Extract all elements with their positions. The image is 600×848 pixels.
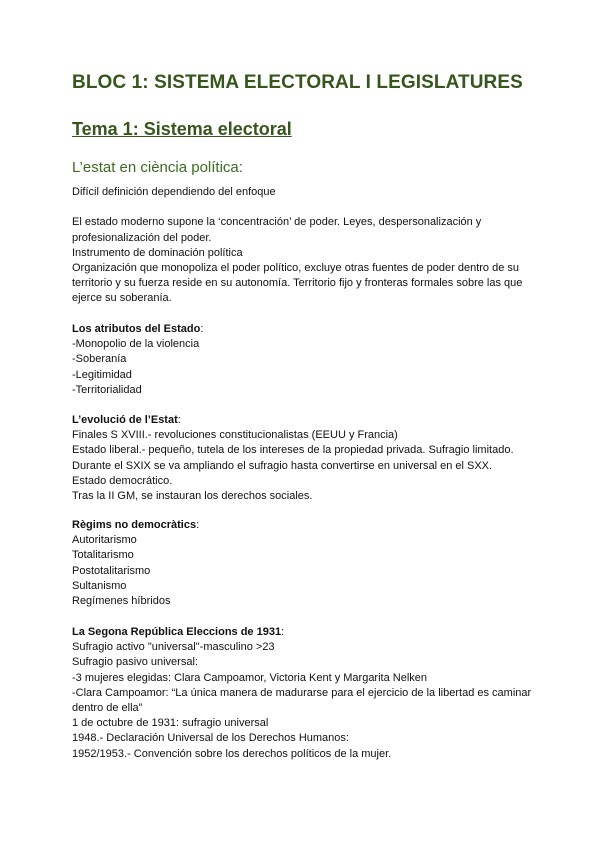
section-heading: L’evolució de l’Estat: [72,414,181,426]
list-item: 1 de octubre de 1931: sufragio universal [72,717,269,730]
list-item: Autoritarismo [72,534,137,547]
atributos-section [72,322,542,398]
regims-section [72,518,542,609]
list-item: 1952/1953.- Convención sobre los derechos políticos de la mujer. [72,747,392,760]
list-item: Totalitarismo [72,549,134,562]
list-item: 1948.- Declaración Universal de los Derechos Humanos: [72,732,349,745]
intro-line: Instrumento de dominación política [72,246,243,259]
section-heading: Règims no democràtics: [72,519,200,531]
list-item: Sufragio pasivo universal: [72,656,198,669]
list-item: Postotalitarismo [72,564,151,577]
list-item: Regímenes híbridos [72,595,171,608]
list-item: -Legitimidad [72,368,132,381]
list-item: Finales S XVIII.- revoluciones constitucionalistas (EEUU y Francia) [72,429,398,442]
section-heading: La Segona República Eleccions de 1931: [72,626,285,638]
list-item: -Monopolio de la violencia [72,338,200,351]
list-item: Durante el SXIX se va ampliando el sufragio hasta convertirse en universal en el SXX. [72,459,493,472]
list-item: -3 mujeres elegidas: Clara Campoamor, Victoria Kent y Margarita Nelken [72,671,428,684]
section-heading: Los atributos del Estado: [72,323,204,335]
list-item: Sultanismo [72,579,127,592]
list-item: Sufragio activo "universal"-masculino >23 [72,641,275,654]
list-item: -Soberanía [72,353,127,366]
evolucio-section [72,413,542,504]
regims-heading: Règims no democràtics [72,519,197,531]
republica-heading: La Segona República Eleccions de 1931 [72,626,282,638]
list-item: -Territorialidad [72,383,142,396]
intro-paragraph: Organización que monopoliza el poder político, excluye otras fuentes de poder dentro de su territorio y su fuerza reside en su autonomía. Territorio fijo y fronteras formales sobre las que ejerce su soberanía. [72,262,523,305]
evolucio-heading: L’evolució de l’Estat [72,414,178,426]
document-title: BLOC 1: SISTEMA ELECTORAL I LEGISLATURES [72,72,523,93]
atributos-heading: Los atributos del Estado [72,323,201,335]
section-subtitle: L’estat en ciència política: [72,159,243,176]
intro-line: Difícil definición dependiendo del enfoque [72,186,276,198]
list-item: Tras la II GM, se instauran los derechos sociales. [72,490,313,503]
republica-section [72,625,542,762]
intro-block [72,185,542,307]
list-item: Estado liberal.- pequeño, tutela de los intereses de la propiedad privada. Sufragio limitado. [72,444,514,457]
topic-heading: Tema 1: Sistema electoral [72,119,292,139]
intro-paragraph: El estado moderno supone la ‘concentración’ de poder. Leyes, despersonalización y profesionalización del poder. [72,216,482,244]
list-item: -Clara Campoamor: “La única manera de madurarse para el ejercicio de la libertad es caminar dentro de ella” [72,686,532,715]
list-item: Estado democrático. [72,474,173,487]
